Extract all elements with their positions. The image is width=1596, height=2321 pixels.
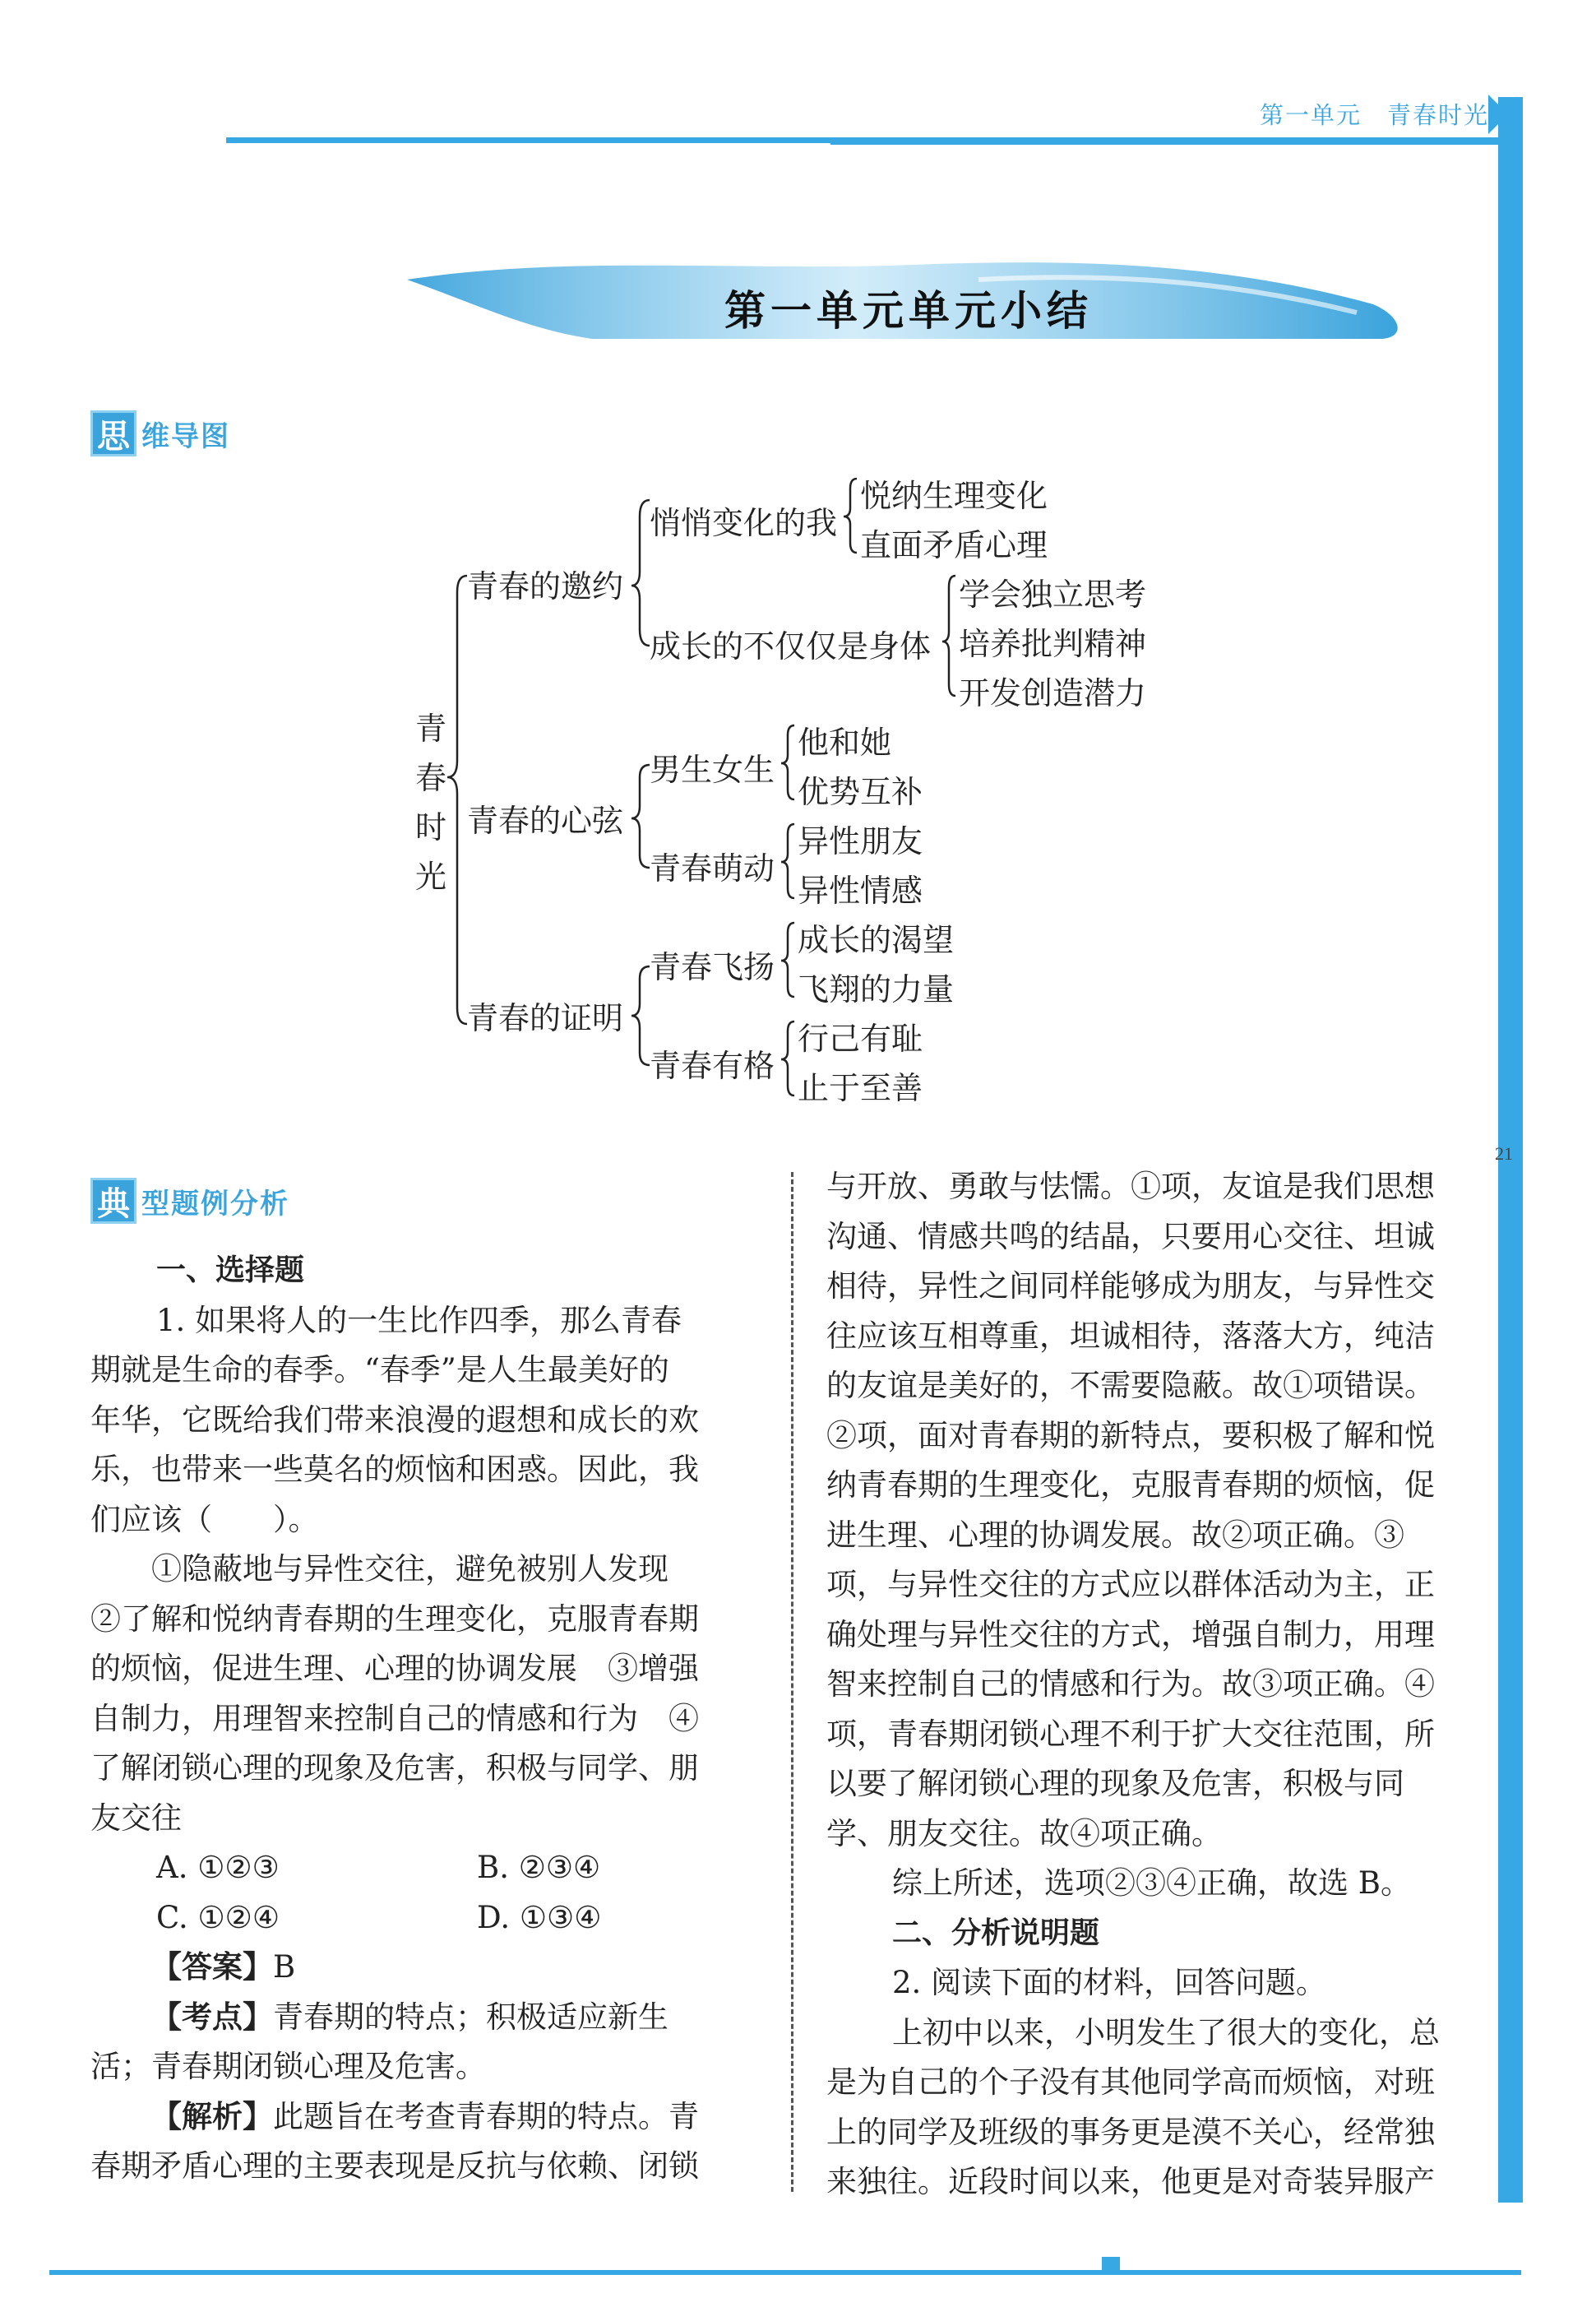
- title-banner: [403, 247, 1414, 345]
- brace-l1-2: [631, 765, 650, 868]
- section-heading-choice: 一、选择题: [156, 1253, 305, 1287]
- mindmap-l3-9: 异性情感: [798, 873, 923, 909]
- analysis-cont-5: 的友谊是美好的，不需要隐蔽。故①项错误。: [826, 1368, 1435, 1403]
- mindmap-section-label: 维导图: [141, 419, 230, 453]
- rail-arrow-icon: [1488, 95, 1508, 134]
- q1-line-3: 年华，它既给我们带来浪漫的遐想和成长的欢: [90, 1401, 699, 1438]
- brace-l1-1: [631, 500, 650, 646]
- option-a: A. ①②③: [156, 1850, 280, 1885]
- q1-item-line-2: ②了解和悦纳青春期的生理变化，克服青春期: [90, 1601, 699, 1637]
- section-heading-analysis: 二、分析说明题: [892, 1916, 1100, 1950]
- summary-line: 综上所述，选项②③④正确，故选 B。: [892, 1865, 1411, 1901]
- mindmap-root-4: 光: [415, 859, 447, 895]
- mindmap-root-1: 青: [415, 711, 447, 747]
- analysis-cont-10: 确处理与异性交往的方式，增强自制力，用理: [826, 1616, 1435, 1652]
- q1-line-5: 们应该（ ）。: [90, 1501, 319, 1537]
- options-row-2: [90, 1893, 748, 1943]
- options-row-1: [90, 1843, 748, 1893]
- material-line-2: 是为自己的个子没有其他同学高而烦恼，对班: [826, 2064, 1435, 2100]
- page-number: 21: [1495, 1143, 1513, 1164]
- point-line-1: [90, 1993, 748, 2043]
- header-rule-thick: [830, 141, 1505, 145]
- mindmap-root-3: 时: [415, 809, 447, 845]
- mindmap-root-2: 春: [415, 760, 447, 796]
- mindmap-l1-3: 青春的证明: [467, 1000, 624, 1036]
- q1-line-1: 1. 如果将人的一生比作四季，那么青春: [156, 1302, 682, 1338]
- answer-tag: 【答案】: [151, 1949, 273, 1985]
- examples-section-badge: 典: [90, 1178, 136, 1224]
- mindmap-l2-1: 悄悄变化的我: [650, 505, 838, 541]
- brace-l2-5: [781, 923, 794, 997]
- footer-square-icon: [1102, 2257, 1120, 2275]
- brace-l2-6: [781, 1022, 794, 1096]
- mindmap-l3-13: 止于至善: [798, 1070, 923, 1106]
- header-text: 第一单元 青春时光: [1259, 101, 1489, 129]
- brace-l1-3: [631, 966, 650, 1065]
- mindmap-section-head: [90, 407, 230, 460]
- analysis-cont-2: 沟通、情感共鸣的结晶，只要用心交往、坦诚: [826, 1218, 1435, 1254]
- analysis-cont-13: 以要了解闭锁心理的现象及危害，积极与同: [826, 1766, 1404, 1801]
- option-c: C. ①②④: [156, 1899, 280, 1935]
- option-b: B. ②③④: [477, 1850, 601, 1885]
- mindmap-l3-2: 直面矛盾心理: [860, 527, 1048, 563]
- page-title: 第一单元单元小结: [724, 287, 1093, 335]
- q1-item-line-3: 的烦恼，促进生理、心理的协调发展 ③增强: [90, 1651, 699, 1686]
- analysis-cont-12: 项，青春期闭锁心理不利于扩大交往范围，所: [826, 1716, 1435, 1752]
- analysis-cont-3: 相待，异性之间同样能够成为朋友，与异性交: [826, 1268, 1435, 1304]
- brace-l2-3: [781, 725, 794, 799]
- analysis-line-1: [90, 2092, 748, 2143]
- mindmap-l3-7: 优势互补: [798, 774, 923, 810]
- examples-section-label: 型题例分析: [141, 1187, 289, 1221]
- analysis-cont-8: 进生理、心理的协调发展。故②项正确。③: [826, 1517, 1404, 1553]
- mindmap-l3-4: 培养批判精神: [959, 626, 1147, 662]
- brace-l2-1: [844, 479, 857, 553]
- q1-item-line-1: ①隐蔽地与异性交往，避免被别人发现: [151, 1551, 668, 1587]
- column-divider: [791, 1172, 793, 2192]
- q1-item-line-5: 了解闭锁心理的现象及危害，积极与同学、朋: [90, 1750, 699, 1786]
- material-line-3: 上的同学及班级的事务更是漠不关心，经常独: [826, 2114, 1435, 2150]
- mindmap-l2-4: 青春萌动: [650, 850, 775, 887]
- q1-item-line-6: 友交往: [90, 1800, 182, 1836]
- mindmap-l1-2: 青春的心弦: [467, 803, 624, 839]
- mindmap-l3-6: 他和她: [798, 725, 892, 761]
- point-line-2: 活；青春期闭锁心理及危害。: [90, 2049, 486, 2084]
- analysis-cont-6: ②项，面对青春期的新特点，要积极了解和悦: [826, 1417, 1435, 1453]
- answer-line: [90, 1943, 748, 1993]
- mindmap-l2-2: 成长的不仅仅是身体: [650, 628, 932, 665]
- mindmap-section-badge: 思: [90, 410, 136, 456]
- mindmap-l3-12: 行己有耻: [798, 1021, 923, 1057]
- brace-l2-4: [781, 824, 794, 898]
- brace-root: [447, 576, 467, 1024]
- analysis-cont-14: 学、朋友交往。故④项正确。: [826, 1815, 1222, 1851]
- mindmap-l2-5: 青春飞扬: [650, 949, 775, 985]
- analysis-line-2: 春期矛盾心理的主要表现是反抗与依赖、闭锁: [90, 2148, 699, 2184]
- material-line-1: 上初中以来，小明发生了很大的变化，总: [892, 2014, 1440, 2050]
- answer-value: B: [273, 1949, 296, 1985]
- analysis-text-1: 此题旨在考查青春期的特点。青: [273, 2098, 699, 2134]
- right-column: [826, 1162, 1484, 2207]
- q2-line: 2. 阅读下面的材料，回答问题。: [892, 1965, 1327, 2000]
- mindmap-l3-1: 悦纳生理变化: [860, 478, 1048, 514]
- page-number-arrow-up-icon: [1498, 1110, 1523, 1133]
- analysis-cont-7: 纳青春期的生理变化，克服青春期的烦恼，促: [826, 1467, 1435, 1503]
- mindmap-l3-3: 学会独立思考: [959, 577, 1147, 613]
- left-column: [90, 1246, 748, 2192]
- analysis-cont-4: 往应该互相尊重，坦诚相待，落落大方，纯洁: [826, 1318, 1435, 1354]
- mindmap-l2-6: 青春有格: [650, 1048, 775, 1084]
- q1-line-4: 乐，也带来一些莫名的烦恼和困惑。因此，我: [90, 1452, 699, 1487]
- material-line-4: 来独往。近段时间以来，他更是对奇装异服产: [826, 2164, 1435, 2199]
- mindmap-l3-11: 飞翔的力量: [798, 971, 955, 1008]
- analysis-cont-1: 与开放、勇敢与怯懦。①项，友谊是我们思想: [826, 1169, 1435, 1204]
- q1-item-line-4: 自制力，用理智来控制自己的情感和行为 ④: [90, 1700, 699, 1736]
- point-text-1: 青春期的特点；积极适应新生: [273, 1999, 668, 2035]
- mindmap-l1-1: 青春的邀约: [467, 568, 624, 605]
- mindmap-l3-5: 开发创造潜力: [959, 675, 1147, 711]
- analysis-cont-11: 智来控制自己的情感和行为。故③项正确。④: [826, 1666, 1435, 1702]
- mindmap-l3-8: 异性朋友: [798, 823, 923, 859]
- footer-rule: [49, 2270, 1521, 2275]
- mindmap-l3-10: 成长的渴望: [798, 922, 955, 958]
- mindmap-l2-3: 男生女生: [650, 752, 775, 788]
- brace-l2-2: [942, 576, 955, 696]
- option-d: D. ①③④: [477, 1899, 602, 1935]
- point-tag: 【考点】: [151, 1999, 273, 2035]
- q1-line-2: 期就是生命的春季。“春季”是人生最美好的: [90, 1352, 669, 1388]
- examples-section-head: [90, 1174, 289, 1227]
- analysis-cont-9: 项，与异性交往的方式应以群体活动为主，正: [826, 1567, 1435, 1602]
- analysis-tag: 【解析】: [151, 2098, 273, 2134]
- page-number-arrow-down-icon: [1498, 1178, 1523, 1201]
